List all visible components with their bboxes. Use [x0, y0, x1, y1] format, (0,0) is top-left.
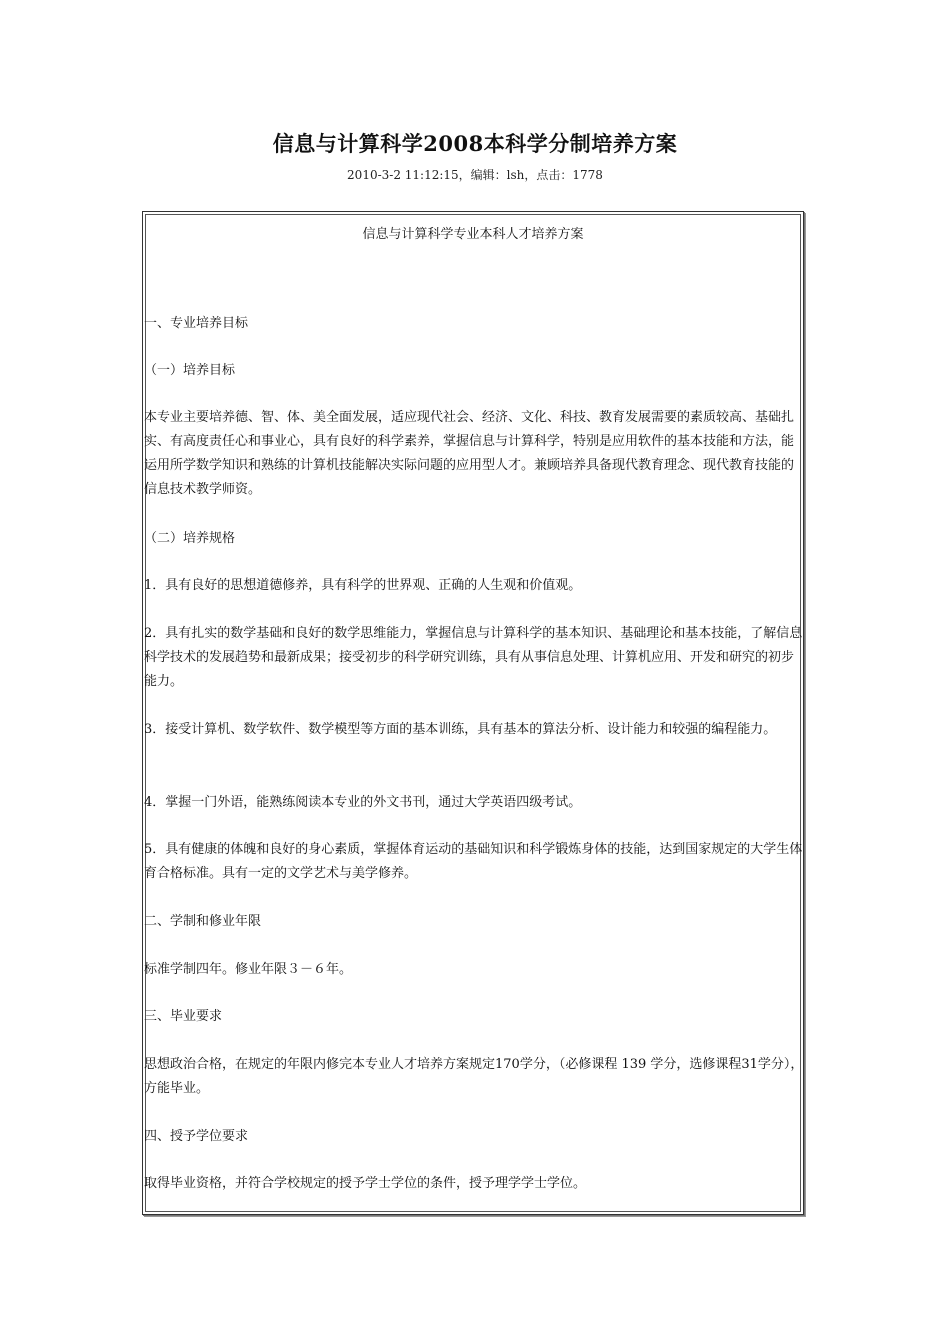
page-title: 信息与计算科学2008本科学分制培养方案: [272, 131, 678, 156]
paragraph-duration: 标准学制四年。修业年限３－６年。: [144, 962, 353, 977]
section-heading-goal: 一、专业培养目标: [144, 316, 249, 331]
subheading-goal: （一）培养目标: [144, 363, 236, 378]
spec-item-3: 3．接受计算机、数学软件、数学模型等方面的基本训练，具有基本的算法分析、设计能力和较强的编程能力。: [144, 722, 777, 737]
section-heading-degree: 四、授予学位要求: [144, 1129, 249, 1144]
paragraph-goal: 本专业主要培养德、智、体、美全面发展，适应现代社会、经济、文化、科技、教育发展需要的素质较高、基础扎实、有高度责任心和事业心，具有良好的科学素养，掌握信息与计算科学，特别是应用软件的基本技能和方法，能运用所学数学知识和熟练的计算机技能解决实际问题的应用型人才。兼顾培养具备现代教育理念、现代教育技能的信息技术教学师资。: [144, 410, 795, 497]
content-box: [142, 211, 804, 1215]
inner-title: 信息与计算科学专业本科人才培养方案: [362, 227, 584, 242]
paragraph-degree: 取得毕业资格，并符合学校规定的授予学士学位的条件，授予理学学士学位。: [144, 1176, 587, 1191]
subheading-spec: （二）培养规格: [144, 531, 236, 546]
spec-item-2: 2．具有扎实的数学基础和良好的数学思维能力，掌握信息与计算科学的基本知识、基础理论和基本技能，了解信息科学技术的发展趋势和最新成果；接受初步的科学研究训练，具有从事信息处理、计算机应用、开发和研究的初步能力。: [144, 626, 803, 689]
section-heading-graduation: 三、毕业要求: [144, 1009, 223, 1024]
spec-item-1: 1．具有良好的思想道德修养，具有科学的世界观、正确的人生观和价值观。: [144, 578, 582, 593]
spec-item-5: 5．具有健康的体魄和良好的身心素质，掌握体育运动的基础知识和科学锻炼身体的技能，达到国家规定的大学生体育合格标准。具有一定的文学艺术与美学修养。: [144, 842, 803, 881]
section-heading-duration: 二、学制和修业年限: [144, 914, 262, 929]
paragraph-graduation: 思想政治合格，在规定的年限内修完本专业人才培养方案规定170学分，（必修课程 139 学分，选修课程31学分），方能毕业。: [144, 1057, 804, 1096]
spec-item-4: 4．掌握一门外语，能熟练阅读本专业的外文书刊，通过大学英语四级考试。: [144, 795, 582, 810]
article-meta: 2010-3-2 11:12:15，编辑：lsh，点击：1778: [347, 168, 603, 182]
